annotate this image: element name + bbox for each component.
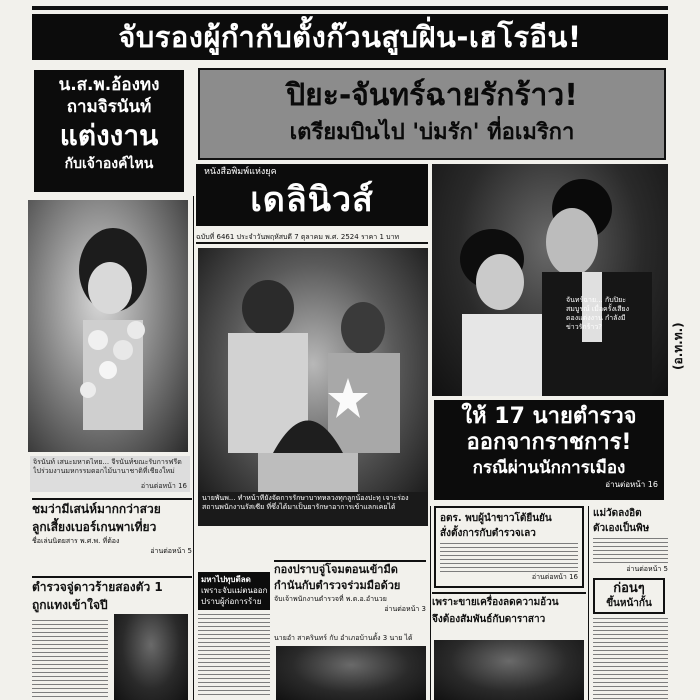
top-headline: จับรองผู้กำกับตั้งก๊วนสูบฝิ่น-เฮโรอีน! bbox=[118, 20, 582, 54]
story-center-1-headline2: กำนันกับตำรวจร่วมมือด้วย bbox=[274, 579, 401, 592]
story-left-1 bbox=[32, 498, 192, 570]
left-tease-box bbox=[34, 70, 184, 192]
side-mark: (อ.ท.ท.) bbox=[671, 322, 685, 370]
story-right-2-photo bbox=[434, 640, 584, 700]
story-center-box-body bbox=[198, 614, 270, 698]
column-rule-left bbox=[193, 196, 194, 700]
story-far-right-continued: อ่านต่อหน้า 5 bbox=[626, 565, 668, 573]
story-center-1 bbox=[274, 560, 426, 626]
story-far-right-headline1: แม่วัดลงอิต bbox=[593, 508, 642, 519]
story-center-box: มหาไปทุบตีลด เพราะจับแม่ตนออก ปราบผู้ก่อการร้าย bbox=[198, 572, 270, 610]
story-center-1-headline1: กองปราบจู่โจมตอนเข้ามืด bbox=[274, 563, 398, 576]
story-left-1-byline: ชื่อเล่นนิตยสาร พ.ศ.พ. ที่ต้อง bbox=[32, 537, 120, 545]
story-far-right-body-2 bbox=[593, 618, 668, 700]
story-right-1 bbox=[434, 506, 584, 588]
center-photo-caption: นายพันพ... ทำหน้าที่ยังจัดการรักษาบาทหลวงทุกลูกน้องปะทุ เจาะร่องสถานพนักงานรัสเซีย ที่ซึ่งได้มาเป็นยารักษาอาการเข้าแลกเคยได้ bbox=[198, 492, 428, 526]
newspaper-logo bbox=[196, 164, 428, 226]
story-right-1-body bbox=[440, 543, 578, 573]
center-photo-illustration bbox=[198, 248, 428, 506]
left-tease-line4: กับเจ้าองค์ไหน bbox=[64, 156, 154, 172]
story-left-2-photo bbox=[114, 614, 188, 700]
story-center-2-byline: นายอำ สาครินทร์ กับ อำเภอบ้านตั้ง 3 นาย ได้ bbox=[274, 634, 413, 642]
main-headline-line1: ปิยะ-จันทร์ฉายรักร้าว! bbox=[286, 78, 578, 113]
logo-tagline: หนังสือพิมพ์แห่งยุค bbox=[204, 167, 277, 177]
police-line2: ออกจากราชการ! bbox=[466, 430, 632, 455]
police-line3: กรณีผ่านนักการเมือง bbox=[472, 458, 626, 478]
couple-photo-caption: จันทร์ฉาย... กับปิยะ สมบูรณ์ เมื่อครั้งเสียงดองแต่งงาน กำลังมีข่าวรักร้าว? bbox=[566, 296, 630, 331]
issue-line: ฉบับที่ 6461 ประจำวันพฤหัสบดี 7 ตุลาคม พ.ศ. 2524 ราคา 1 บาท bbox=[196, 230, 428, 244]
main-headline-band bbox=[198, 68, 666, 160]
bride-photo bbox=[28, 200, 188, 452]
story-left-2 bbox=[32, 576, 192, 700]
bride-photo-caption: จิรนันท์ เสนะมหาดไทย... จีรนันท์ขณะรับการฟรีดไปร่วมงานมหกรรมดอกไม้นานาชาติที่เชียงใหม่ อ่านต่อหน้า 16 bbox=[30, 456, 190, 492]
story-far-right-headline2: ตัวเองเป็นพิษ bbox=[593, 523, 650, 534]
police-continued: อ่านต่อหน้า 16 bbox=[605, 480, 658, 489]
story-far-right bbox=[588, 506, 668, 700]
story-left-1-headline1: ชมว่ามีเสน่ห์มากกว่าสวย bbox=[32, 502, 161, 516]
story-center-2-photo bbox=[276, 646, 426, 700]
story-left-2-headline1: ตำรวจจู่ดาวร้ายสองตัว 1 bbox=[32, 580, 163, 594]
story-left-1-continued: อ่านต่อหน้า 5 bbox=[150, 547, 192, 555]
top-rule bbox=[32, 6, 668, 10]
story-right-2-headline2: จึงต้องสัมพันธ์กับดาราสาว bbox=[432, 614, 546, 625]
police-headline-box bbox=[434, 400, 664, 500]
column-rule-right bbox=[430, 506, 431, 700]
left-tease-line3: แต่งงาน bbox=[59, 119, 159, 152]
story-right-2-headline1: เพราะขายเครื่องลดความอ้วน bbox=[432, 597, 559, 608]
story-far-right-body bbox=[593, 538, 668, 564]
story-far-right-box: ก่อนๆ ขึ้นหน้ากั้น bbox=[593, 578, 665, 614]
story-right-1-headline2: สั่งตั้งการกับตำรวจเลว bbox=[440, 528, 536, 539]
left-tease-line2: ถามจิรนันท์ bbox=[66, 97, 152, 117]
story-center-1-continued: อ่านต่อหน้า 3 bbox=[384, 605, 426, 613]
story-left-2-headline2: ถูกแทงเข้าใจปี bbox=[32, 598, 108, 612]
logo-name: เดลินิวส์ bbox=[250, 180, 374, 220]
bride-figure-illustration bbox=[28, 200, 188, 452]
main-headline-line2: เตรียมบินไป 'บ่มรัก' ที่อเมริกา bbox=[289, 120, 575, 145]
story-center-1-byline: จับเจ้าพนักงานตำรวจที่ พ.ต.อ.อำนวย bbox=[274, 595, 387, 603]
center-photo bbox=[198, 248, 428, 506]
story-left-2-body bbox=[32, 620, 108, 700]
story-right-2 bbox=[432, 592, 586, 636]
police-line1: ให้ 17 นายตำรวจ bbox=[461, 404, 637, 429]
story-left-1-headline2: ลูกเสี้ยงเบอร์เกนพาเที่ยว bbox=[32, 520, 157, 534]
top-headline-banner bbox=[32, 14, 668, 60]
left-tease-line1: น.ส.พ.อ้องทง bbox=[58, 75, 160, 95]
story-right-1-headline1: อตร. พบผู้นำขาวโต้ยืนยัน bbox=[440, 513, 552, 524]
story-right-1-continued: อ่านต่อหน้า 16 bbox=[531, 573, 578, 581]
